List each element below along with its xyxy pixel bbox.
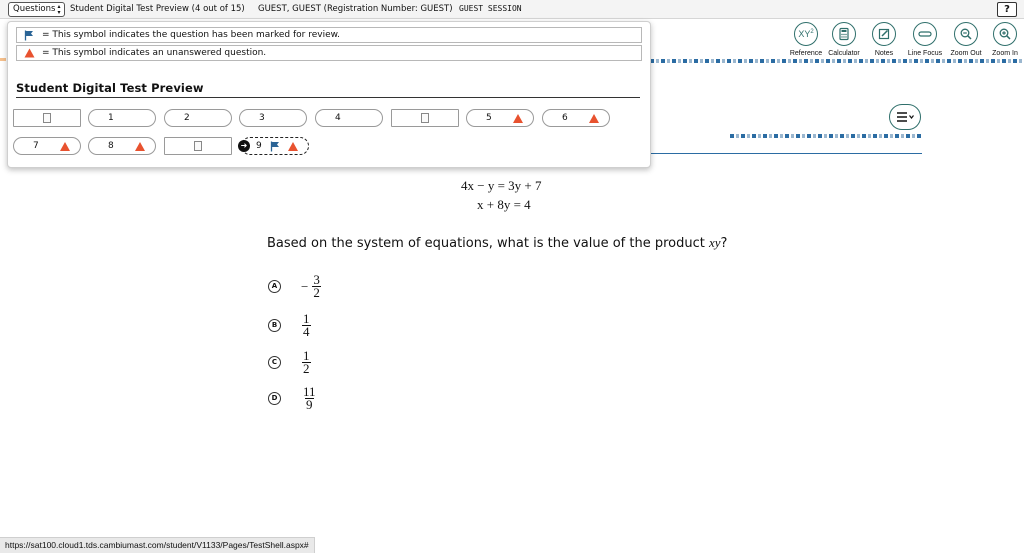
question-number: 7 xyxy=(33,141,39,151)
guest-info: GUEST, GUEST (Registration Number: GUEST) xyxy=(258,4,453,14)
questions-label: Questions xyxy=(13,4,56,14)
zoom-out-label: Zoom Out xyxy=(950,50,982,57)
flag-icon xyxy=(270,141,280,158)
denominator-b: 4 xyxy=(303,324,310,339)
equation-1: 4x − y = 3y + 7 xyxy=(461,178,542,193)
question-number: 8 xyxy=(108,141,114,151)
top-bar xyxy=(0,0,1024,19)
warning-triangle-icon xyxy=(589,114,599,123)
denominator-a: 2 xyxy=(313,285,320,300)
choice-value-d xyxy=(301,386,317,411)
warning-triangle-icon xyxy=(513,114,523,123)
legend-review-text: = This symbol indicates the question has been marked for review. xyxy=(42,30,341,40)
zoom-in-label: Zoom In xyxy=(992,50,1018,57)
question-item-intro-1[interactable] xyxy=(13,109,81,127)
denominator-c: 2 xyxy=(303,361,310,376)
line-focus-tool[interactable] xyxy=(903,22,947,57)
answer-choice-d[interactable] xyxy=(268,386,317,411)
answer-choice-a[interactable] xyxy=(268,274,321,299)
left-edge-marker xyxy=(0,58,6,61)
answer-choice-c[interactable] xyxy=(268,350,311,375)
zoom-out-icon xyxy=(954,22,978,46)
question-text xyxy=(267,235,727,251)
line-focus-label: Line Focus xyxy=(907,50,943,57)
warning-triangle-icon xyxy=(288,142,298,151)
question-item-4[interactable] xyxy=(315,109,383,127)
question-rule-line xyxy=(650,153,922,154)
toolbar-divider-line xyxy=(650,59,1024,63)
legend-unanswered-text: = This symbol indicates an unanswered question. xyxy=(42,48,267,58)
zoom-out-tool[interactable] xyxy=(944,22,988,57)
fraction-a xyxy=(312,274,321,299)
session-name: GUEST SESSION xyxy=(459,4,522,13)
question-item-1[interactable] xyxy=(88,109,156,127)
choice-bubble-c[interactable]: C xyxy=(268,356,281,369)
warning-triangle-icon xyxy=(135,142,145,151)
choice-value-b xyxy=(301,313,311,338)
choice-value-a xyxy=(301,274,321,299)
question-item-7[interactable] xyxy=(13,137,81,155)
notes-label: Notes xyxy=(874,50,894,57)
calculator-label: Calculator xyxy=(828,50,860,57)
question-item-8[interactable] xyxy=(88,137,156,155)
numerator-d: 11 xyxy=(303,384,316,399)
document-icon xyxy=(194,141,202,151)
more-options-button[interactable] xyxy=(889,104,921,130)
line-focus-icon xyxy=(913,22,937,46)
question-end: ? xyxy=(720,236,728,251)
choice-bubble-b[interactable]: B xyxy=(268,319,281,332)
numerator-b: 1 xyxy=(303,311,310,326)
question-number: 3 xyxy=(259,113,265,123)
equation-system xyxy=(440,178,580,216)
answer-choice-b[interactable] xyxy=(268,313,311,338)
fraction-b xyxy=(302,313,311,338)
reference-label: Reference xyxy=(789,50,823,57)
equation-2: x + 8y = 4 xyxy=(477,197,531,212)
zoom-in-tool[interactable] xyxy=(983,22,1024,57)
question-number: 2 xyxy=(184,113,190,123)
question-number: 1 xyxy=(108,113,114,123)
question-stem: Based on the system of equations, what is the value of the product xyxy=(267,236,709,251)
choice-bubble-d[interactable]: D xyxy=(268,392,281,405)
question-number: 6 xyxy=(562,113,568,123)
hamburger-menu-icon xyxy=(894,110,916,124)
reference-xy2-icon: $XY^2$ xyxy=(794,22,818,46)
question-variable: xy xyxy=(708,235,721,250)
legend-review xyxy=(16,27,642,43)
question-item-6[interactable] xyxy=(542,109,610,127)
question-number: 9 xyxy=(256,141,262,151)
numerator-c: 1 xyxy=(303,348,310,363)
updown-chevron-icon: ▴ ▾ xyxy=(57,2,61,16)
current-arrow-icon: ➜ xyxy=(238,140,250,152)
fraction-c xyxy=(302,350,311,375)
warning-triangle-icon xyxy=(22,48,36,58)
question-item-3[interactable] xyxy=(239,109,307,127)
choice-sign-a: − xyxy=(301,278,309,294)
question-number: 5 xyxy=(486,113,492,123)
panel-title: Student Digital Test Preview xyxy=(16,81,640,98)
test-title: Student Digital Test Preview (4 out of 15) xyxy=(70,4,245,14)
legend-unanswered xyxy=(16,45,642,61)
notes-tool[interactable] xyxy=(862,22,906,57)
calculator-tool[interactable] xyxy=(822,22,866,57)
warning-triangle-icon xyxy=(60,142,70,151)
help-button[interactable]: ? xyxy=(997,2,1017,17)
question-item-intro-3[interactable] xyxy=(164,137,232,155)
denominator-d: 9 xyxy=(306,397,313,412)
question-item-5[interactable] xyxy=(466,109,534,127)
question-item-intro-2[interactable] xyxy=(391,109,459,127)
flag-icon xyxy=(22,30,36,41)
question-item-9-current[interactable] xyxy=(241,137,309,155)
fraction-d xyxy=(302,386,317,411)
question-number: 4 xyxy=(335,113,341,123)
status-bar-url: https://sat100.cloud1.tds.cambiumast.com/student/V1133/Pages/TestShell.aspx# xyxy=(0,537,315,553)
question-divider-line xyxy=(730,134,922,138)
question-navigator-panel xyxy=(7,21,651,168)
calculator-icon xyxy=(832,22,856,46)
choice-bubble-a[interactable]: A xyxy=(268,280,281,293)
document-icon xyxy=(43,113,51,123)
document-icon xyxy=(421,113,429,123)
notes-icon xyxy=(872,22,896,46)
choice-value-c xyxy=(301,350,311,375)
question-item-2[interactable] xyxy=(164,109,232,127)
numerator-a: 3 xyxy=(313,272,320,287)
zoom-in-icon xyxy=(993,22,1017,46)
questions-dropdown-button[interactable] xyxy=(8,2,65,17)
